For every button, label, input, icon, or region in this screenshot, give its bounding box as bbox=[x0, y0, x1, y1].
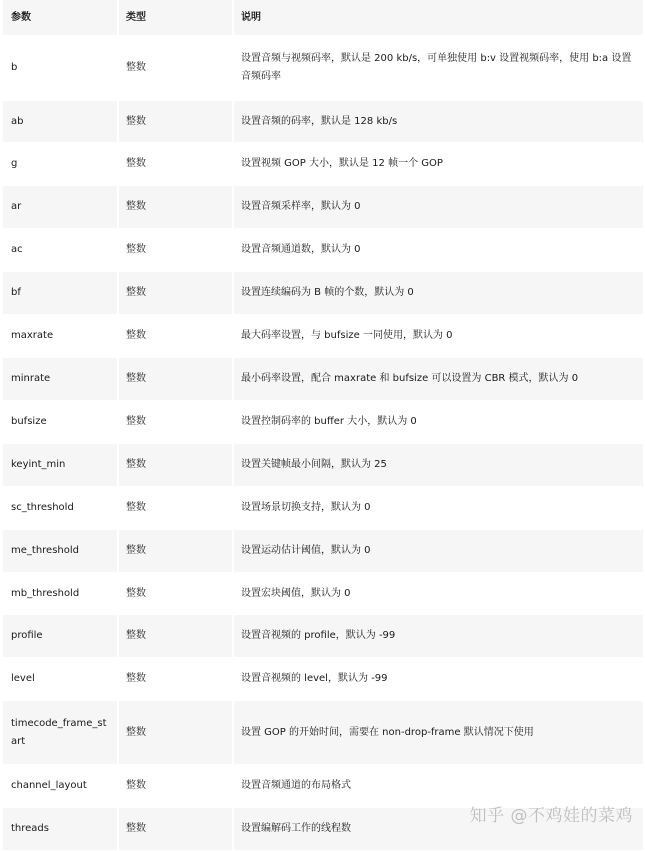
cell-desc: 设置编解码工作的线程数 bbox=[241, 823, 351, 834]
cell-type: 整数 bbox=[119, 101, 234, 142]
cell-type: 整数 bbox=[119, 487, 234, 529]
cell-type: 整数 bbox=[119, 272, 234, 314]
cell-desc: 设置音频的码率，默认是 128 kb/s bbox=[241, 115, 398, 127]
cell-param: minrate bbox=[3, 358, 119, 400]
cell-param: profile bbox=[3, 615, 119, 657]
table-row bbox=[3, 573, 643, 615]
cell-param: maxrate bbox=[3, 315, 119, 357]
table-header bbox=[3, 0, 643, 36]
cell-desc: 设置音频通道的布局格式 bbox=[241, 780, 351, 791]
cell-param: me_threshold bbox=[3, 530, 119, 572]
cell-param: channel_layout bbox=[3, 765, 119, 807]
cell-param: ar bbox=[3, 186, 119, 228]
header-desc: 说明 bbox=[241, 11, 261, 23]
cell-desc: 设置音视频的 level，默认为 -99 bbox=[241, 673, 388, 684]
cell-param: mb_threshold bbox=[3, 573, 119, 614]
cell-desc: 设置音频通道数，默认为 0 bbox=[241, 244, 361, 255]
cell-param: sc_threshold bbox=[3, 487, 119, 529]
cell-type: 整数 bbox=[119, 530, 234, 572]
table-row bbox=[3, 143, 643, 186]
cell-param: threads bbox=[3, 808, 119, 850]
cell-param: b bbox=[3, 36, 119, 100]
cell-param: keyint_min bbox=[3, 444, 119, 486]
cell-param: ab bbox=[3, 101, 119, 142]
header-param: 参数 bbox=[3, 0, 119, 35]
cell-type: 整数 bbox=[119, 658, 234, 700]
cell-type: 整数 bbox=[119, 358, 234, 400]
table-row bbox=[3, 530, 643, 573]
cell-param: bufsize bbox=[3, 401, 119, 443]
cell-type: 整数 bbox=[119, 765, 234, 807]
cell-type: 整数 bbox=[119, 36, 234, 100]
cell-desc: 设置运动估计阈值，默认为 0 bbox=[241, 545, 371, 556]
cell-param: level bbox=[3, 658, 119, 700]
cell-param: timecode_frame_start bbox=[3, 701, 119, 764]
cell-type: 整数 bbox=[119, 808, 234, 850]
cell-type: 整数 bbox=[119, 186, 234, 228]
cell-desc: 设置宏块阈值，默认为 0 bbox=[241, 587, 351, 599]
table-row bbox=[3, 315, 643, 358]
table-row bbox=[3, 358, 643, 401]
cell-type: 整数 bbox=[119, 615, 234, 657]
cell-desc: 设置控制码率的 buffer 大小，默认为 0 bbox=[241, 416, 417, 427]
header-type: 类型 bbox=[119, 0, 234, 35]
table-row bbox=[3, 186, 643, 229]
cell-desc: 设置场景切换支持，默认为 0 bbox=[241, 502, 371, 513]
table-row bbox=[3, 401, 643, 444]
table-row bbox=[3, 701, 643, 765]
cell-desc: 设置连续编码为 B 帧的个数，默认为 0 bbox=[241, 287, 414, 298]
cell-desc: 最小码率设置，配合 maxrate 和 bufsize 可以设置为 CBR 模式，默认为 0 bbox=[241, 373, 579, 384]
cell-param: g bbox=[3, 143, 119, 185]
cell-type: 整数 bbox=[119, 143, 234, 185]
cell-desc: 设置视频 GOP 大小，默认是 12 帧一个 GOP bbox=[241, 158, 443, 169]
cell-type: 整数 bbox=[119, 401, 234, 443]
table-row bbox=[3, 658, 643, 701]
cell-param: bf bbox=[3, 272, 119, 314]
cell-type: 整数 bbox=[119, 229, 234, 271]
table-row bbox=[3, 229, 643, 272]
cell-desc: 设置音视频的 profile，默认为 -99 bbox=[241, 630, 396, 641]
table-row bbox=[3, 36, 643, 101]
cell-type: 整数 bbox=[119, 315, 234, 357]
cell-desc: 设置音频与视频码率，默认是 200 kb/s，可单独使用 b:v 设置视频码率，使用 b:a 设置音频码率 bbox=[241, 53, 632, 82]
cell-desc: 设置关键帧最小间隔，默认为 25 bbox=[241, 459, 387, 470]
table-row bbox=[3, 101, 643, 143]
cell-type: 整数 bbox=[119, 573, 234, 614]
cell-type: 整数 bbox=[119, 701, 234, 764]
parameter-table bbox=[3, 0, 643, 851]
table-row bbox=[3, 615, 643, 658]
cell-desc: 设置音频采样率，默认为 0 bbox=[241, 201, 361, 212]
watermark: 知乎 @不鸡娃的菜鸡 bbox=[469, 806, 633, 826]
cell-desc: 最大码率设置，与 bufsize 一同使用，默认为 0 bbox=[241, 330, 453, 341]
cell-desc: 设置 GOP 的开始时间，需要在 non-drop-frame 默认情况下使用 bbox=[241, 726, 534, 738]
cell-param: ac bbox=[3, 229, 119, 271]
table-body bbox=[3, 36, 643, 851]
table-row bbox=[3, 487, 643, 530]
table-row bbox=[3, 272, 643, 315]
table-row bbox=[3, 444, 643, 487]
cell-type: 整数 bbox=[119, 444, 234, 486]
